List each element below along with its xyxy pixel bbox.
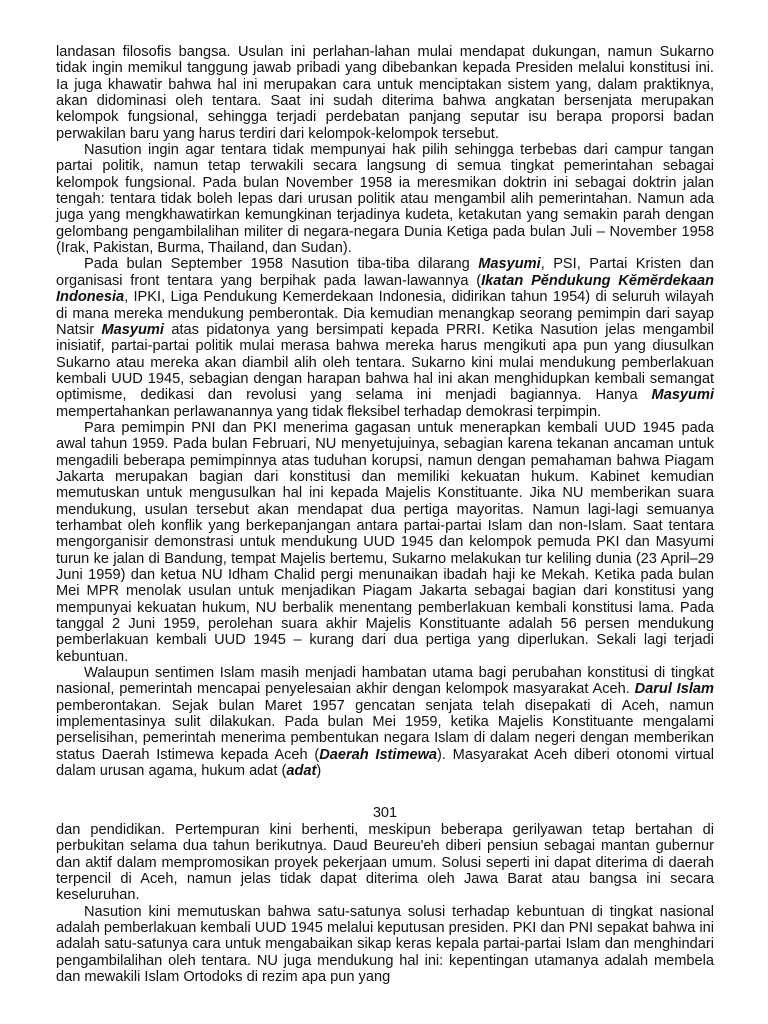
paragraph <box>56 142 714 256</box>
text-run: Walaupun sentimen Islam masih menjadi hambatan utama bagi perubahan konstitusi di tingkat nasional, pemerintah mencapai penyelesaian akhir dengan kelompok masyarakat Aceh. <box>56 665 714 698</box>
text-run: , IPKI, Liga Pendukung Kemerdekaan Indonesia, didirikan tahun 1954) di seluruh wilayah di mana mereka mendukung pemberontak. Dia kemudian menangkap seorang pemimpin dari sayap Natsir <box>56 289 714 338</box>
text-run: Para pemimpin PNI dan PKI menerima gagasan untuk menerapkan kembali UUD 1945 pada awal tahun 1959. Pada bulan Februari, NU menyetujuinya, sebagian karena tekanan ancaman untuk mengadili beberapa pemimpinnya atas tuduhan korupsi, namun dengan pemahaman bahwa Piagam Jakarta merupakan bagian dari konstitusi dan memiliki kekuatan hukum. Kabinet kemudian memutuskan untuk mengusulkan hal ini kepada Majelis Konstituante. Jika NU memberikan suara mendukung, usulan tersebut akan mendapat dua pertiga mayoritas. Namun lagi-lagi semuanya terhambat oleh konflik yang berkepanjangan antara partai-partai Islam dan non-Islam. Saat tentara mengorganisir demonstrasi untuk mendukung UUD 1945 dan kelompok pemuda PKI dan Masyumi turun ke jalan di Bandung, tempat Majelis bertemu, Sukarno melakukan tur keliling dunia (23 April–29 Juni 1959) dan ketua NU Idham Chalid pergi menunaikan ibadah haji ke Mekah. Ketika pada bulan Mei MPR menolak usulan untuk menjadikan Piagam Jakarta sebagai bagian dari konstitusi yang mempunyai kekuatan hukum, NU berbalik menentang pemberlakuan kembali konstitusi lama. Pada tanggal 2 Juni 1959, perolehan suara akhir Majelis Konstituante adalah 56 persen mendukung pemberlakuan kembali UUD 1945 – kurang dari dua pertiga yang diperlukan. Sekali lagi terjadi kebuntuan. <box>56 419 714 665</box>
text-run: atas pidatonya yang bersimpati kepada PRRI. Ketika Nasution jelas mengambil inisiatif, partai-partai politik mulai merasa bahwa mereka harus mengikuti apa pun yang diusulkan Sukarno atau mereka akan diambil alih oleh tentara. Sukarno kini mulai mendukung pemberlakuan kembali UUD 1945, sebagian dengan harapan bahwa hal ini akan menghidupkan kembali semangat optimisme, dedikasi dan revolusi yang selama ini menjadi bagiannya. Hanya <box>56 321 714 404</box>
emphasized-term: Masyumi <box>651 387 714 404</box>
emphasized-term: Darul Islam <box>634 681 714 698</box>
emphasized-term: adat <box>286 763 317 780</box>
text-run: Pada bulan September 1958 Nasution tiba-tiba dilarang <box>84 256 479 273</box>
text-run: Nasution kini memutuskan bahwa satu-satunya solusi terhadap kebuntuan di tingkat nasional adalah pemberlakuan kembali UUD 1945 melalui keputusan presiden. PKI dan PNI sepakat bahwa ini adalah satu-satunya cara untuk mengabaikan sikap keras kepala partai-partai Islam dan menghindari pengambilalihan oleh tentara. NU juga mendukung hal ini: kepentingan utamanya adalah membela dan mewakili Islam Ortodoks di rezim apa pun yang <box>56 903 714 985</box>
page-2-body <box>56 822 714 985</box>
paragraph <box>56 256 714 419</box>
emphasized-term: Masyumi <box>478 256 541 273</box>
text-run: Nasution ingin agar tentara tidak mempunyai hak pilih sehingga terbebas dari campur tangan partai politik, namun tetap terwakili secara langsung di semua tingkat pemerintahan sebagai kelompok fungsional. Pada bulan November 1958 ia meresmikan doktrin ini sebagai doktrin jalan tengah: tentara tidak boleh lepas dari urusan politik atau mengambil alih pemerintahan. Namun ada juga yang mengkhawatirkan kemungkinan terjadinya kudeta, ketakutan yang semakin parah dengan gelombang pengambilalihan militer di negara-negara Dunia Ketiga pada bulan Juli – November 1958 (Irak, Pakistan, Burma, Thailand, dan Sudan). <box>56 142 714 257</box>
paragraph <box>56 904 714 986</box>
paragraph <box>56 822 714 904</box>
text-run: ) <box>316 763 322 780</box>
paragraph <box>56 665 714 779</box>
page-number: 301 <box>372 805 398 822</box>
emphasized-term: Masyumi <box>101 321 164 338</box>
text-run: pemberontakan. Sejak bulan Maret 1957 gencatan senjata telah disepakati di Aceh, namun implementasinya sulit dilakukan. Pada bulan Mei 1959, ketika Majelis Konstituante mengalami perselisihan, pemerintah menerima pembentukan negara Islam di dalam negeri dengan memberikan status Daerah Istimewa kepada Aceh ( <box>56 697 714 763</box>
paragraph <box>56 420 714 665</box>
text-run: ). Masyarakat Aceh diberi otonomi virtual dalam urusan agama, hukum adat ( <box>56 746 714 780</box>
emphasized-term: Daerah Istimewa <box>319 746 438 763</box>
text-run: mempertahankan perlawanannya yang tidak fleksibel terhadap demokrasi terpimpin. <box>56 403 602 420</box>
document-page <box>56 44 714 985</box>
text-run: landasan filosofis bangsa. Usulan ini perlahan-lahan mulai mendapat dukungan, namun Sukarno tidak ingin memikul tanggung jawab pribadi yang dibebankan kepada Presiden melalui konstitusi ini. Ia juga khawatir bahwa hal ini merupakan cara untuk menciptakan sistem yang, dalam praktiknya, akan didominasi oleh tentara. Saat ini sudah diterima bahwa angkatan bersenjata merupakan kelompok fungsional, sehingga terjadi perdebatan panjang seputar isu berapa proporsi badan perwakilan baru yang harus terdiri dari kelompok-kelompok tersebut. <box>56 44 714 142</box>
paragraph <box>56 44 714 142</box>
text-run: dan pendidikan. Pertempuran kini berhenti, meskipun beberapa gerilyawan tetap bertahan di perbukitan selama dua tahun berikutnya. Daud Beureu'eh diberi pensiun sebagai mantan gubernur dan aktif dalam mempromosikan proyek pekerjaan umum. Solusi seperti ini dapat diterima di daerah terpencil di Aceh, namun jelas tidak dapat diterima oleh Jawa Barat atau bangsa ini secara keseluruhan. <box>56 821 714 904</box>
text-run: , PSI, Partai Kristen dan organisasi front tentara yang berpihak pada lawan-lawannya ( <box>56 256 715 289</box>
page-1-body <box>56 44 714 779</box>
emphasized-term: Ikatan Pĕndukung Kĕmĕrdekaan Indonesia <box>56 272 715 306</box>
